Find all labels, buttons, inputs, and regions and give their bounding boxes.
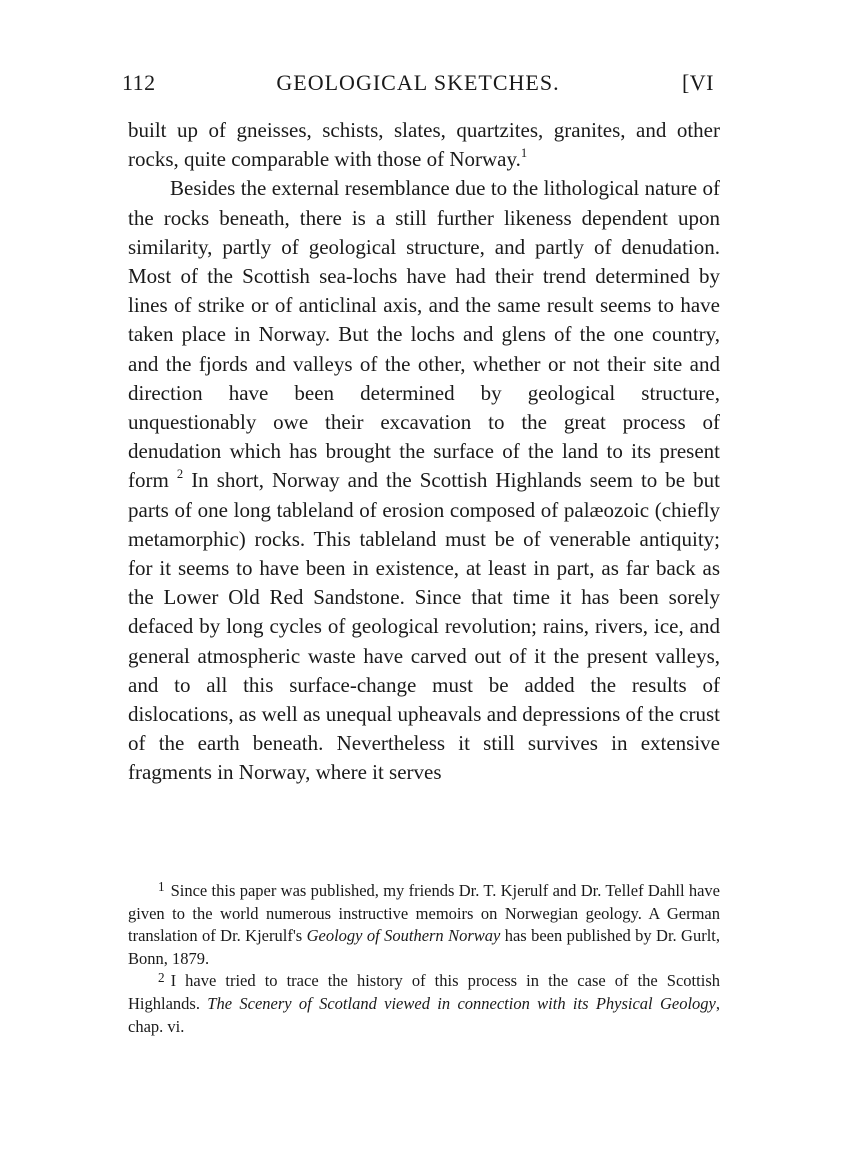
footnote-1-mark: 1 [158,879,165,895]
page-number: 112 [122,70,156,95]
footnote-2-text-a: I have tried to trace the history of this process in the case of the Scottish Highlands. [128,971,720,1013]
footnote-1-text-a: Since this paper was published, my friends Dr. T. Kjerulf and Dr. Tellef Dahll have given to the world numerous instructive memoirs on Norwegian geology. A German translation of Dr. Kjerulf's [128,881,720,946]
footnote-1 [128,880,720,970]
footnote-2-italic-title: The Scenery of Scotland viewed in connection with its Physical Geology [207,993,716,1013]
paragraph-2 [128,174,720,787]
running-title: GEOLOGICAL SKETCHES. [276,70,560,95]
paragraph-2-text-a: Besides the external resemblance due to the lithological nature of the rocks beneath, there is a still further likeness dependent upon similarity, partly of geological structure, and partly of denudation. Most of the Scottish sea-lochs have had their trend determined by lines of strike or of anticlinal axis, and the same result seems to have taken place in Norway. But the lochs and glens of the one country, and the fjords and valleys of the other, whether or not their site and direction have been determined by geological structure, unquestionably owe their excavation to the great process of denudation which has brought the surface of the land to its present form [128,176,720,493]
footnote-2-text-b: , chap. vi. [128,993,720,1036]
running-header [122,70,714,104]
footnotes [128,880,720,1038]
footnote-1-italic-title: Geology of Southern Norway [306,926,501,946]
main-text [128,116,720,788]
paragraph-1 [128,116,720,174]
paragraph-1-text: built up of gneisses, schists, slates, quartzites, granites, and other rocks, quite comparable with those of Norway. [128,118,720,172]
footnote-2-mark: 2 [158,969,165,985]
footnote-ref-2: 2 [176,467,184,482]
footnote-2 [128,970,720,1038]
section-mark: [VI [681,70,714,95]
paragraph-2-text-b: In short, Norway and the Scottish Highlands seem to be but parts of one long tableland of erosion composed of palæozoic (chiefly metamorphic) rocks. This tableland must be of venerable antiquity; for it seems to have been in existence, at least in part, as far back as the Lower Old Red Sandstone. Since that time it has been sorely defaced by long cycles of geological revolution; rains, rivers, ice, and general atmospheric waste have carved out of it the present valleys, and to all this surface-change must be added the results of dislocations, as well as unequal upheavals and depressions of the crust of the earth beneath. Nevertheless it still survives in extensive fragments in Norway, where it serves [128,468,720,785]
footnote-ref-1: 1 [520,146,528,161]
footnote-1-text-b: has been published by Dr. Gurlt, Bonn, 1879. [128,926,721,968]
